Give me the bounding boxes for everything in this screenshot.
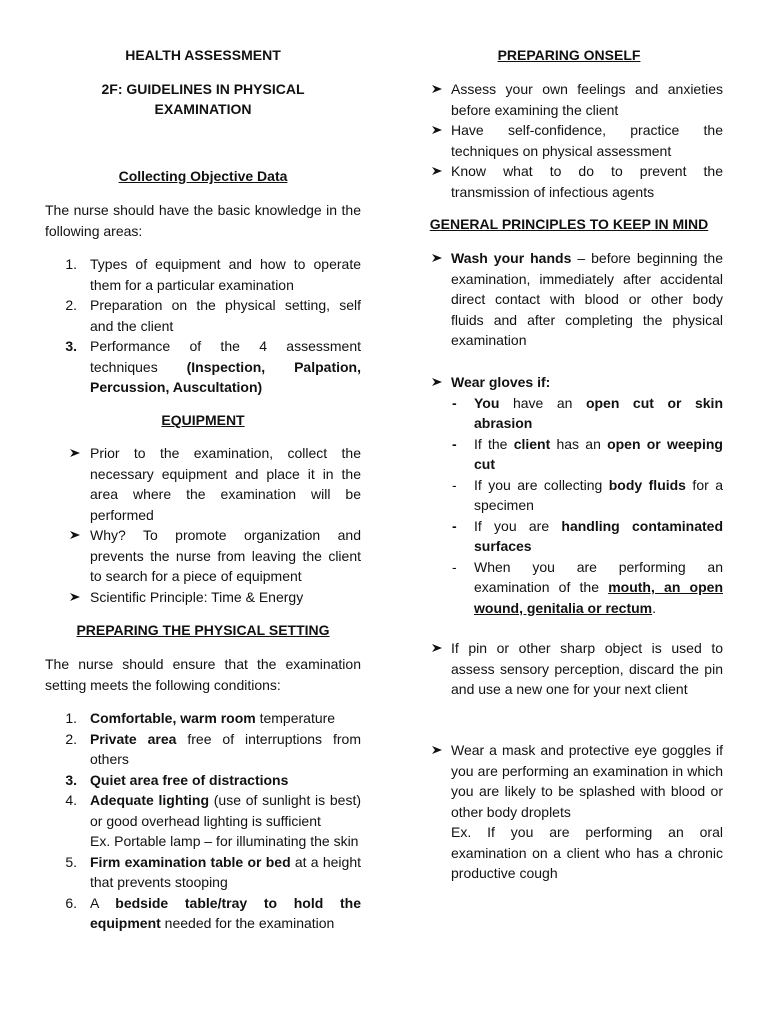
arrow-bullet-icon (69, 448, 81, 458)
mask-example: Ex. If you are performing an oral examination on a client who has a chronic productive cough (451, 824, 723, 881)
setting-list (45, 708, 361, 934)
list-example: Ex. Portable lamp – for illuminating the skin (90, 833, 359, 849)
list-item (45, 525, 361, 587)
list-item (45, 295, 361, 336)
principles-heading: GENERAL PRINCIPLES TO KEEP IN MIND (429, 216, 709, 232)
list-item (45, 254, 361, 295)
gloves-heading-item (415, 372, 723, 393)
list-text-bold: body fluids (608, 476, 686, 493)
doc-title: HEALTH ASSESSMENT (125, 47, 281, 63)
list-number: 3. (65, 338, 77, 354)
list-item (45, 708, 361, 729)
list-item (45, 336, 361, 398)
list-item (415, 79, 723, 120)
list-item (45, 893, 361, 934)
doc-subtitle-line2: EXAMINATION (154, 101, 252, 117)
list-text: If pin or other sharp object is used to assess sensory perception, discard the pin and use a new one for your next client (451, 640, 723, 697)
dash-bullet: - (452, 558, 457, 575)
list-text: . (652, 599, 657, 616)
list-item (45, 587, 361, 608)
arrow-bullet-icon (431, 377, 443, 387)
equipment-list (45, 443, 361, 607)
list-number: 6. (65, 894, 77, 911)
list-item (45, 852, 361, 893)
list-text: Performance of the 4 assessment techniques (90, 338, 361, 375)
arrow-bullet-icon (431, 745, 443, 755)
list-text: Why? To promote organization and prevents the nurse from leaving the client to search for a piece of equipment (90, 527, 361, 584)
list-item (415, 516, 723, 557)
list-number: 1. (65, 256, 77, 272)
list-text: temperature (255, 710, 336, 726)
list-item (415, 557, 723, 619)
list-text: have an (499, 394, 586, 411)
list-text: at a height that prevents stooping (90, 853, 361, 890)
list-text: Scientific Principle: Time & Energy (90, 588, 304, 605)
list-text: needed for the examination (160, 915, 335, 931)
list-text: If you are collecting (474, 476, 609, 493)
collecting-heading: Collecting Objective Data (118, 168, 288, 184)
list-text-bold: (Inspection, Palpation, Percussion, Auscultation) (90, 358, 361, 395)
dash-bullet: - (452, 476, 457, 493)
list-number: 2. (65, 297, 77, 313)
list-text-bold: open cut or skin abrasion (474, 394, 723, 431)
arrow-bullet-icon (431, 166, 443, 176)
list-text: Preparation on the physical setting, self and the client (90, 297, 361, 334)
list-number: 3. (65, 771, 77, 788)
self-list (415, 79, 723, 202)
list-text-bold: Comfortable, warm room (90, 710, 256, 726)
list-item (415, 393, 723, 434)
knowledge-list (45, 254, 361, 398)
arrow-bullet-icon (69, 592, 81, 602)
list-text: (use of sunlight is best) or good overhead lighting is sufficient (90, 792, 361, 829)
setting-heading: PREPARING THE PHYSICAL SETTING (76, 622, 330, 638)
dash-bullet: - (452, 435, 457, 452)
list-text: Assess your own feelings and anxieties before examining the client (451, 81, 723, 118)
list-item (45, 729, 361, 770)
dash-bullet: - (452, 394, 457, 411)
list-text-bold: open or weeping cut (474, 435, 723, 472)
setting-intro: The nurse should ensure that the examination setting meets the following conditions: (45, 656, 361, 693)
wash-hands-text: – before beginning the examination, immediately after accidental direct contact with blood or other body fluids and after completing the physical examination (451, 250, 723, 348)
mask-item (415, 740, 723, 884)
list-item (415, 434, 723, 475)
list-text: free of interruptions from others (90, 730, 361, 767)
list-item (45, 770, 361, 791)
list-text-bold: client (513, 435, 551, 452)
arrow-bullet-icon (431, 125, 443, 135)
list-text-bold: Private area (90, 730, 177, 747)
arrow-bullet-icon (69, 530, 81, 540)
list-text-bold: handling contaminated surfaces (474, 517, 723, 554)
list-item (45, 790, 361, 852)
list-text-bold: Firm examination table or bed (90, 853, 291, 870)
equipment-heading: EQUIPMENT (161, 412, 245, 428)
list-item (45, 443, 361, 525)
collecting-intro: The nurse should have the basic knowledge in the following areas: (45, 202, 361, 239)
list-text: If the (474, 435, 514, 452)
list-number: 2. (65, 730, 77, 747)
list-text: for a specimen (474, 476, 724, 513)
list-text-bold: bedside table/tray to hold the equipment (90, 894, 361, 931)
list-text: Have self-confidence, practice the techniques on physical assessment (451, 122, 723, 159)
list-text-bold: Adequate lighting (90, 792, 210, 808)
doc-subtitle-line1: 2F: GUIDELINES IN PHYSICAL (101, 81, 305, 97)
list-text: A (90, 894, 116, 911)
list-text: When you are performing an examination of the (474, 558, 723, 595)
list-number: 5. (65, 853, 77, 870)
list-text-bold: Quiet area free of distractions (90, 771, 289, 788)
wash-hands-item (415, 248, 723, 351)
gloves-heading: Wear gloves if: (451, 374, 551, 390)
dash-bullet: - (452, 517, 457, 534)
list-item (415, 120, 723, 161)
list-text: Wear a mask and protective eye goggles if you are performing an examination in which you are likely to be splashed with blood or other body droplets (451, 742, 723, 820)
list-text: has an (550, 435, 608, 452)
list-text-bold: You (474, 394, 500, 411)
sharp-object-item (415, 638, 723, 700)
arrow-bullet-icon (431, 643, 443, 653)
arrow-bullet-icon (431, 84, 443, 94)
list-item (415, 161, 723, 202)
list-text: Prior to the examination, collect the necessary equipment and place it in the area where the examination will be performed (90, 445, 361, 523)
list-number: 1. (65, 710, 77, 726)
gloves-block (415, 372, 723, 618)
wash-hands-label: Wash your hands (451, 250, 572, 266)
list-text: Types of equipment and how to operate them for a particular examination (90, 256, 361, 293)
arrow-bullet-icon (431, 253, 443, 263)
self-heading: PREPARING ONSELF (497, 47, 641, 63)
list-text-bold-underlined: mouth, an open wound, genitalia or rectum (474, 579, 723, 616)
list-number: 4. (65, 792, 77, 808)
list-text: Know what to do to prevent the transmission of infectious agents (451, 163, 723, 200)
list-item (415, 475, 723, 516)
list-text: If you are (474, 517, 562, 534)
